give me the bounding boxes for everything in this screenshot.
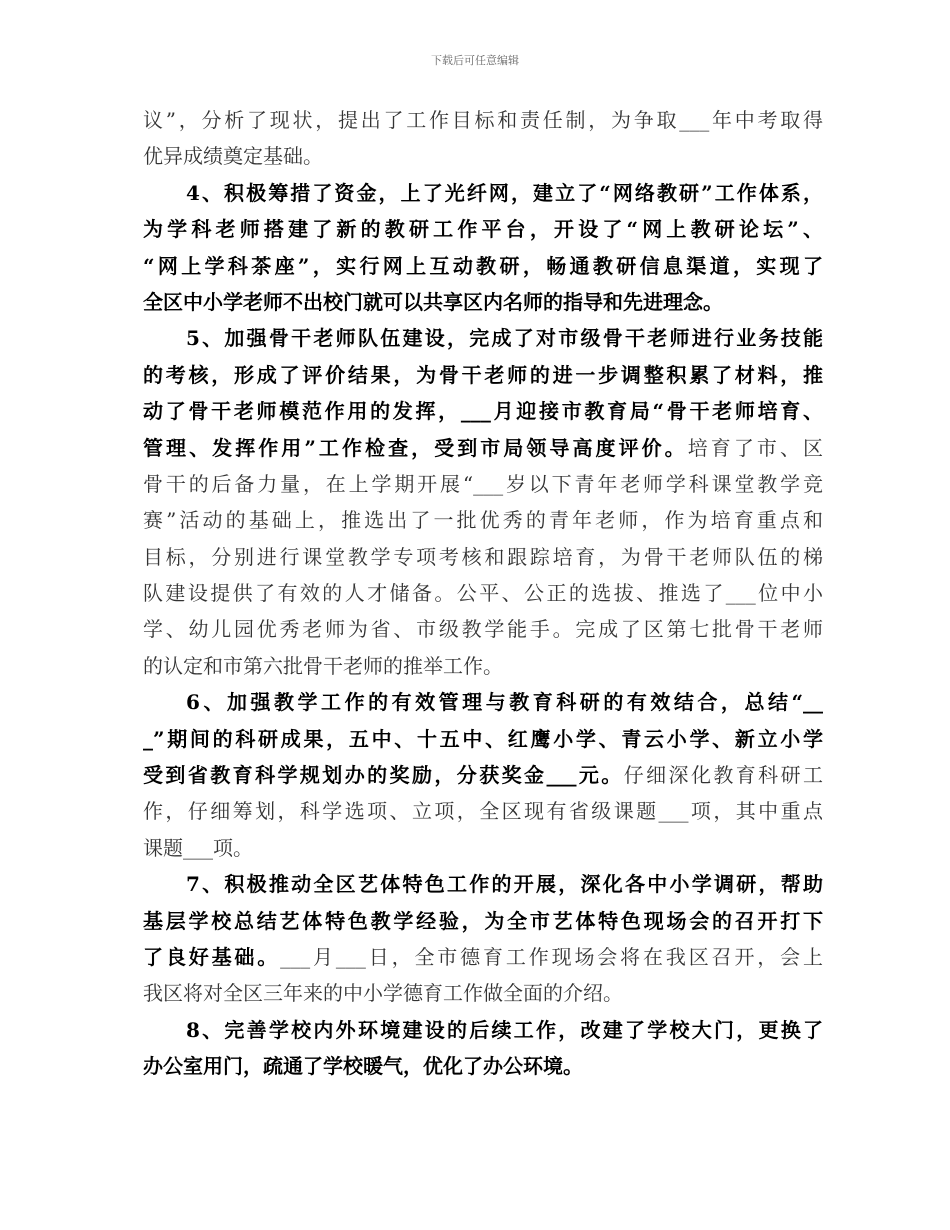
bold-text: 动了骨干老师模范作用的发挥，___月迎接市教育局“骨干老师培育、 [143, 399, 823, 424]
text-line [143, 830, 823, 866]
text-line [143, 866, 823, 902]
bold-text: 5、加强骨干老师队伍建设，完成了对市级骨干老师进行业务技能 [186, 326, 823, 351]
text-run: 的认定和市第六批骨干老师的推举工作。 [143, 653, 503, 678]
text-run: 骨干的后备力量，在上学期开展“___岁以下青年老师学科课堂教学竞 [143, 471, 823, 496]
paragraph [143, 320, 823, 684]
text-run: 学、幼儿园优秀老师为省、市级教学能手。完成了区第七批骨干老师 [143, 617, 823, 642]
bold-text: 基层学校总结艺体特色教学经验，为全市艺体特色现场会的召开打下 [143, 908, 823, 933]
bold-text: 受到省教育科学规划办的奖励，分获奖金___元。 [143, 763, 624, 788]
paragraph [143, 684, 823, 866]
document-body [143, 102, 823, 1085]
bold-text: 8、完善学校内外环境建设的后续工作，改建了学校大门，更换了 [186, 1017, 823, 1042]
text-line [143, 721, 823, 757]
text-line [143, 102, 823, 138]
bold-text: 全区中小学老师不出校门就可以共享区内名师的指导和先进理念。 [143, 289, 723, 314]
text-line [143, 393, 823, 429]
bold-text: 了良好基础。 [143, 944, 281, 969]
paragraph [143, 102, 823, 175]
text-line [143, 320, 823, 356]
text-line [143, 757, 823, 793]
text-run: 仔细深化教育科研工 [623, 763, 824, 788]
text-line [143, 211, 823, 247]
text-line [143, 466, 823, 502]
text-line [143, 939, 823, 975]
bold-text: 6、加强教学工作的有效管理与教育科研的有效结合，总结“__ [186, 690, 823, 715]
text-line [143, 1012, 823, 1048]
text-line [143, 975, 823, 1011]
bold-text: 4、积极筹措了资金，上了光纤网，建立了“网络教研”工作体系， [186, 180, 823, 205]
text-line [143, 903, 823, 939]
text-line [143, 284, 823, 320]
bold-text: 办公室用门，疏通了学校暖气，优化了办公环境。 [143, 1054, 583, 1079]
text-run: 目标，分别进行课堂教学专项考核和跟踪培育，为骨干老师队伍的梯 [143, 544, 823, 569]
bold-text: “网上学科茶座”，实行网上互动教研，畅通教研信息渠道，实现了 [143, 253, 823, 278]
bold-text: 管理、发挥作用”工作检查，受到市局领导高度评价。 [143, 435, 688, 460]
text-run: 我区将对全区三年来的中小学德育工作做全面的介绍。 [143, 981, 623, 1006]
text-line [143, 793, 823, 829]
paragraph [143, 175, 823, 321]
text-line [143, 502, 823, 538]
paragraph [143, 866, 823, 1012]
bold-text: 为学科老师搭建了新的教研工作平台，开设了“网上教研论坛”、 [143, 217, 823, 242]
bold-text: 的考核，形成了评价结果，为骨干老师的进一步调整积累了材料，推 [143, 362, 823, 387]
text-run: 作，仔细筹划，科学选项、立项，全区现有省级课题___项，其中重点 [143, 799, 823, 824]
text-line [143, 648, 823, 684]
text-line [143, 138, 823, 174]
text-line [143, 430, 823, 466]
text-run: 课题___项。 [143, 835, 253, 860]
text-line [143, 575, 823, 611]
text-line [143, 248, 823, 284]
bold-text: _”期间的科研成果，五中、十五中、红鹰小学、青云小学、新立小学 [143, 726, 823, 751]
text-run: 议”，分析了现状，提出了工作目标和责任制，为争取___年中考取得 [143, 108, 823, 132]
text-line [143, 1048, 823, 1084]
text-line [143, 357, 823, 393]
text-run: 队建设提供了有效的人才储备。公平、公正的选拔、推选了___位中小 [143, 581, 823, 606]
text-run: 优异成绩奠定基础。 [143, 144, 323, 169]
bold-text: 7、积极推动全区艺体特色工作的开展，深化各中小学调研，帮助 [186, 872, 823, 897]
text-run: ___月___日，全市德育工作现场会将在我区召开，会上 [280, 944, 824, 969]
text-line [143, 611, 823, 647]
text-line [143, 175, 823, 211]
page-header: 下载后可任意编辑 [431, 54, 519, 67]
text-line [143, 684, 823, 720]
text-line [143, 539, 823, 575]
text-run: 培育了市、区 [687, 435, 823, 460]
paragraph [143, 1012, 823, 1085]
text-run: 赛”活动的基础上，推选出了一批优秀的青年老师，作为培育重点和 [143, 508, 823, 533]
